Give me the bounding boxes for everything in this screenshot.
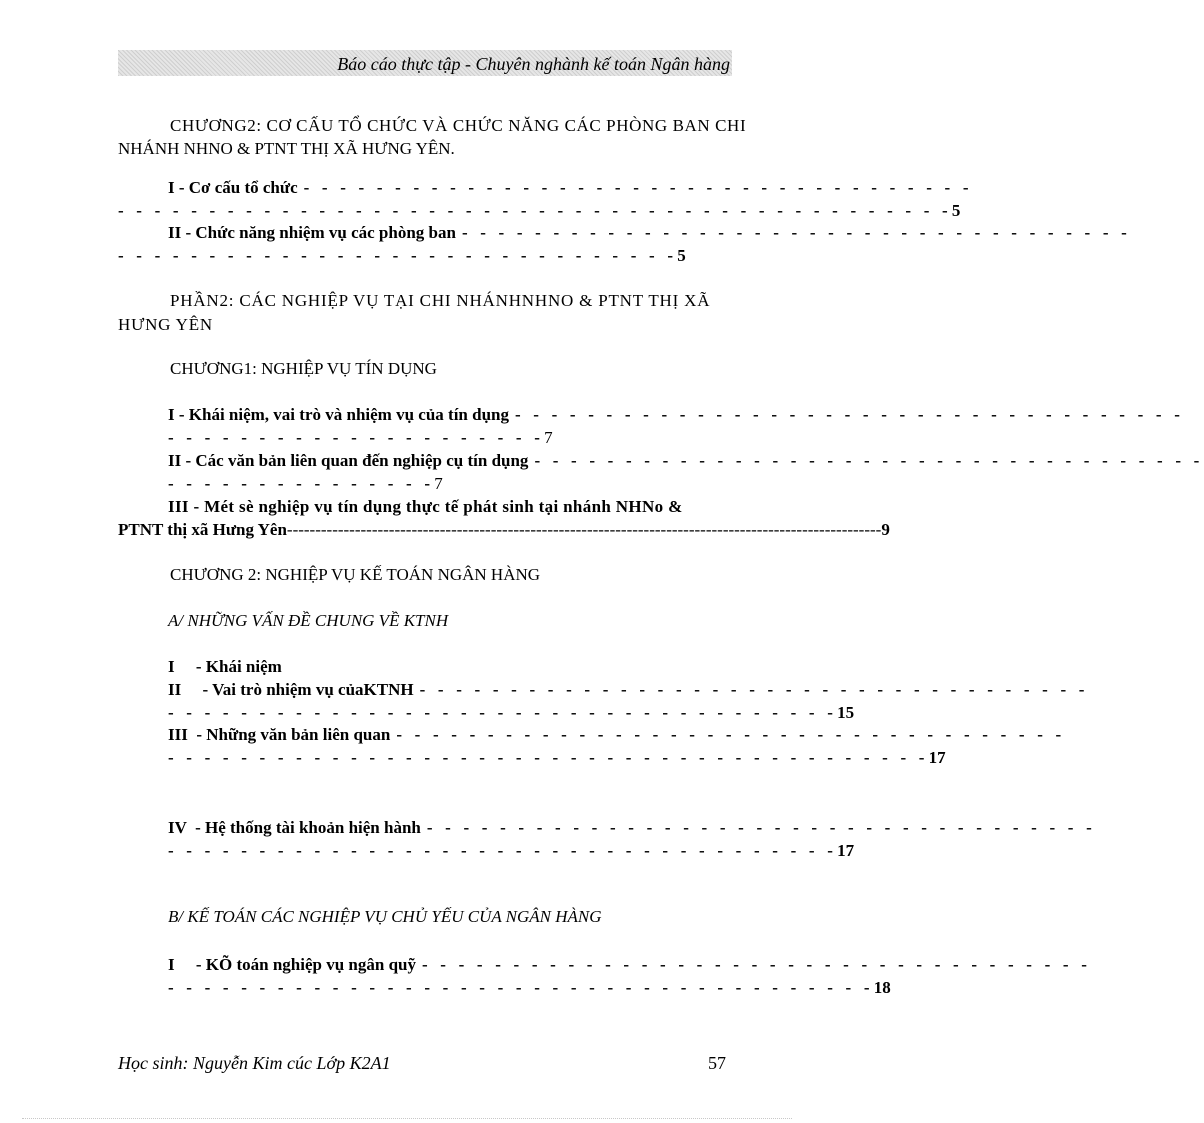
toc-entry[interactable] <box>168 222 1131 244</box>
toc-entry-label: III - Những văn bản liên quan <box>168 725 391 744</box>
toc-page-number: 15 <box>837 703 855 722</box>
dot-leader: - - - - - - - - - - - - - - - - - - - - - - - - - - - - - - - - - - - - - <box>419 680 1089 699</box>
toc-entry-label: II - Vai trò nhiệm vụ củaKTNH <box>168 680 414 699</box>
toc-page-number: 7 <box>544 428 553 447</box>
toc-page-number: 5 <box>677 246 686 265</box>
toc-entry[interactable] <box>168 404 1185 426</box>
toc-entry-continuation <box>168 427 553 449</box>
toc-entry-continuation <box>118 200 961 222</box>
toc-entry-label: II - Các văn bản liên quan đến nghiệp cụ tín dụng <box>168 451 529 470</box>
dot-leader: - - - - - - - - - - - - - - - - - - - - - - - - - - - - - - - <box>118 246 678 265</box>
toc-entry-continuation <box>168 473 443 495</box>
dot-leader: - - - - - - - - - - - - - - - - - - - - - - - - - - - - - - - - - - - - - <box>534 451 1204 470</box>
toc-entry-continuation <box>168 840 855 862</box>
dot-leader: - - - - - - - - - - - - - - - - - - - - - - - - - - - - - - - - - - - - - <box>303 178 973 197</box>
part-heading-line1: PHẦN2: CÁC NGHIỆP VỤ TẠI CHI NHÁNHNHNO & PTNT THỊ XÃ <box>170 291 711 310</box>
dot-leader: - - - - - - - - - - - - - - - - - - - - - - - - - - - - - - - - - - - - - <box>461 223 1131 242</box>
dot-leader: --------------------------------------------------------------------------------------------------------- <box>286 520 882 539</box>
section-heading: A/ NHỮNG VẤN ĐỀ CHUNG VỀ KTNH <box>168 611 449 630</box>
toc-entry[interactable] <box>168 954 1092 976</box>
page-number: 57 <box>708 1053 726 1073</box>
toc-entry-label-cont: PTNT thị xã Hưng Yên <box>118 520 287 539</box>
toc-entry-continuation <box>118 519 890 541</box>
toc-entry-label: II - Chức năng nhiệm vụ các phòng ban <box>168 223 456 242</box>
toc-entry-label: I - Khái niệm, vai trò và nhiệm vụ của tín dụng <box>168 405 509 424</box>
dot-leader: - - - - - - - - - - - - - - - - - - - - - - - - - - - - - - - - - - - - - - - - - - - - - - <box>118 201 952 220</box>
toc-entry[interactable] <box>168 450 1204 472</box>
toc-entry-continuation <box>168 702 855 724</box>
dot-leader: - - - - - - - - - - - - - - - - - - - - - - - - - - - - - - - - - - - - - <box>168 841 838 860</box>
chapter-heading: CHƯƠNG 2: NGHIỆP VỤ KẾ TOÁN NGÂN HÀNG <box>170 565 541 584</box>
toc-entry-continuation <box>168 747 946 769</box>
toc-page-number: 17 <box>928 748 946 767</box>
toc-page-number: 17 <box>837 841 855 860</box>
dot-leader: - - - - - - - - - - - - - - - - - - - - - <box>168 428 545 447</box>
dot-leader: - - - - - - - - - - - - - - - - - - - - - - - - - - - - - - - - - - - - - - - - - - <box>168 748 929 767</box>
toc-entry[interactable] <box>168 177 973 199</box>
part-heading-line2: HƯNG YÊN <box>118 315 213 334</box>
dot-leader: - - - - - - - - - - - - - - - - - - - - - - - - - - - - - - - - - - - - - <box>422 955 1092 974</box>
dot-leader: - - - - - - - - - - - - - - - <box>168 474 435 493</box>
running-header: Báo cáo thực tập - Chuyên nghành kế toán Ngân hàng <box>337 54 730 74</box>
dot-leader: - - - - - - - - - - - - - - - - - - - - - - - - - - - - - - - - - - - - - <box>515 405 1185 424</box>
bottom-divider <box>22 1118 792 1119</box>
toc-entry-continuation <box>118 245 686 267</box>
toc-page-number: 5 <box>951 201 961 220</box>
chapter-heading: CHƯƠNG1: NGHIỆP VỤ TÍN DỤNG <box>170 359 437 378</box>
dot-leader: - - - - - - - - - - - - - - - - - - - - - - - - - - - - - - - - - - - - - <box>168 703 838 722</box>
dot-leader: - - - - - - - - - - - - - - - - - - - - - - - - - - - - - - - - - - - - - <box>396 725 1066 744</box>
toc-page-number: 9 <box>881 520 890 539</box>
footer-student: Học sinh: Nguyễn Kim cúc Lớp K2A1 <box>118 1053 391 1073</box>
toc-entry[interactable] <box>168 817 1096 839</box>
toc-entry-continuation <box>168 977 891 999</box>
toc-entry[interactable] <box>168 679 1089 701</box>
section-heading: B/ KẾ TOÁN CÁC NGHIỆP VỤ CHỦ YẾU CỦA NGÂN HÀNG <box>168 907 602 926</box>
dot-leader: - - - - - - - - - - - - - - - - - - - - - - - - - - - - - - - - - - - - - - - <box>168 978 874 997</box>
chapter-heading-line2: NHÁNH NHNO & PTNT THỊ XÃ HƯNG YÊN. <box>118 139 455 158</box>
toc-entry[interactable] <box>168 724 1066 746</box>
toc-entry-label[interactable]: III - Mét sè nghiệp vụ tín dụng thực tế phát sinh tại nhánh NHNo & <box>168 497 683 516</box>
toc-entry-label[interactable]: I - Khái niệm <box>168 657 282 676</box>
dot-leader: - - - - - - - - - - - - - - - - - - - - - - - - - - - - - - - - - - - - - <box>426 818 1096 837</box>
toc-entry-label: I - Cơ cấu tổ chức <box>168 178 298 197</box>
toc-entry-label: IV - Hệ thống tài khoản hiện hành <box>168 818 421 837</box>
toc-page-number: 7 <box>434 474 443 493</box>
toc-page-number: 18 <box>873 978 891 997</box>
chapter-heading-line1: CHƯƠNG2: CƠ CẤU TỔ CHỨC VÀ CHỨC NĂNG CÁC PHÒNG BAN CHI <box>170 116 747 135</box>
toc-entry-label: I - KÕ toán nghiệp vụ ngân quỹ <box>168 955 416 974</box>
